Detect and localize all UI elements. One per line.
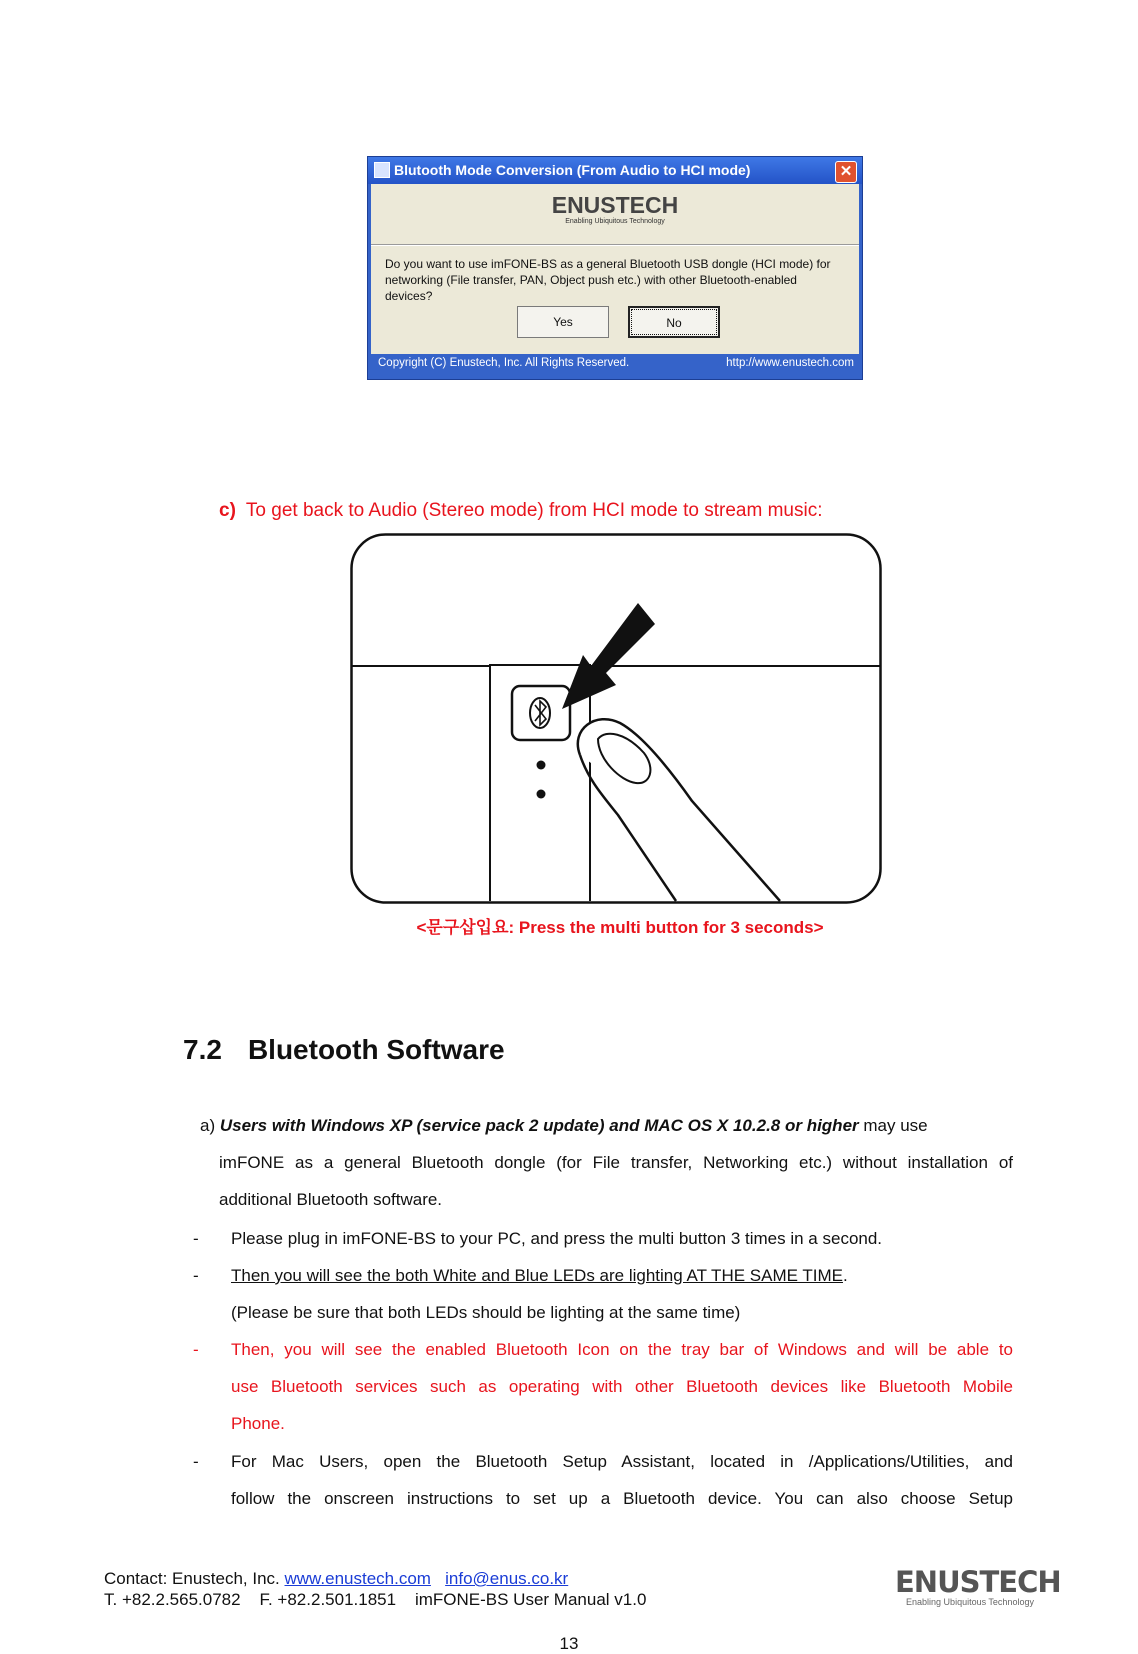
led-blue: [537, 790, 546, 799]
bullet-2-text: Then you will see the both White and Blue LEDs are lighting AT THE SAME TIME.: [231, 1266, 848, 1285]
dialog-message: Do you want to use imFONE-BS as a general Bluetooth USB dongle (HCI mode) for networking (File transfer, PAN, Object push etc.) with other Bluetooth-enabled devices?: [385, 257, 831, 303]
footer-phones: T. +82.2.565.0782 F. +82.2.501.1851 imFONE-BS User Manual v1.0: [104, 1590, 647, 1609]
dialog-copyright: Copyright (C) Enustech, Inc. All Rights Reserved.: [378, 357, 630, 369]
website-link[interactable]: www.enustech.com: [284, 1569, 431, 1588]
footer-contact-line: Contact: Enustech, Inc. www.enustech.com info@enus.co.kr: [104, 1569, 569, 1588]
paragraph-a-emphasis: Users with Windows XP (service pack 2 update) and MAC OS X 10.2.8 or higher: [219, 1116, 859, 1135]
no-button[interactable]: No: [628, 306, 720, 338]
bullet-4-line1: For Mac Users, open the Bluetooth Setup Assistant, located in /Applications/Utilities, and: [231, 1452, 1013, 1471]
dialog-title: Blutooth Mode Conversion (From Audio to HCI mode): [394, 162, 751, 178]
device-body: [352, 535, 881, 903]
list-item: - Then, you will see the enabled Bluetooth Icon on the tray bar of Windows and will be able to use Bluetooth services such as operating with other Bluetooth devices like Bluetooth Mobile Phone.: [193, 1331, 1013, 1442]
page-footer: [104, 1568, 646, 1610]
dialog-title-bar: [368, 157, 862, 184]
dialog-footer: [378, 357, 854, 369]
figure-caption: <문구삽입요: Press the multi button for 3 seconds>: [416, 918, 824, 937]
bullet-3-line1: Then, you will see the enabled Bluetooth Icon on the tray bar of Windows and will be able to: [231, 1340, 1013, 1359]
led-white: [537, 761, 546, 770]
paragraph-a-line2: imFONE as a general Bluetooth dongle (for File transfer, Networking etc.) without installation of: [219, 1153, 1013, 1172]
mode-conversion-dialog: [367, 156, 863, 380]
list-item: - Then you will see the both White and Blue LEDs are lighting AT THE SAME TIME. (Please be sure that both LEDs should be lighting at the same time): [193, 1257, 1013, 1331]
email-link[interactable]: info@enus.co.kr: [445, 1569, 569, 1588]
footer-logo: ENUSTECH Enabling Ubiquitous Technology: [895, 1565, 1061, 1607]
page-number: 13: [559, 1634, 579, 1653]
section-c-text: To get back to Audio (Stereo mode) from HCI mode to stream music:: [245, 500, 823, 521]
bullet-3-line3: Phone.: [231, 1414, 285, 1433]
bullet-4-line2: follow the onscreen instructions to set up a Bluetooth device. You can also choose Setup: [231, 1489, 1013, 1508]
dialog-body: [371, 184, 859, 354]
section-c-marker: c): [219, 500, 236, 521]
section-number: 7.2: [183, 1034, 222, 1065]
yes-button[interactable]: Yes: [517, 306, 609, 338]
dialog-separator: [371, 244, 859, 246]
list-item: - Please plug in imFONE-BS to your PC, and press the multi button 3 times in a second.: [193, 1220, 1013, 1257]
section-title: Bluetooth Software: [247, 1034, 505, 1065]
paragraph-a-line1: a) Users with Windows XP (service pack 2 update) and MAC OS X 10.2.8 or higher may use: [200, 1116, 928, 1135]
bluetooth-icon: [530, 698, 550, 728]
close-icon[interactable]: ✕: [835, 161, 857, 183]
paragraph-a: [200, 1107, 1013, 1218]
section-heading: [183, 1034, 505, 1066]
device-illustration: [350, 533, 882, 905]
bullet-2-underlined: Then you will see the both White and Blue LEDs are lighting AT THE SAME TIME: [231, 1266, 843, 1285]
list-item: - For Mac Users, open the Bluetooth Setup Assistant, located in /Applications/Utilities, and follow the onscreen instructions to set up a Bluetooth device. You can also choose Setup: [193, 1443, 1013, 1517]
bullet-1-text: Please plug in imFONE-BS to your PC, and press the multi button 3 times in a second.: [231, 1229, 883, 1248]
bullet-2-note: (Please be sure that both LEDs should be lighting at the same time): [231, 1303, 741, 1322]
paragraph-a-line3: additional Bluetooth software.: [219, 1190, 443, 1209]
enustech-logo: ENUSTECH Enabling Ubiquitous Technology: [551, 192, 679, 225]
app-icon: [374, 162, 390, 178]
bullet-3-line2: use Bluetooth services such as operating with other Bluetooth devices like Bluetooth Mobile: [231, 1377, 1013, 1396]
dialog-url: http://www.enustech.com: [726, 357, 854, 369]
section-c: [219, 500, 822, 522]
